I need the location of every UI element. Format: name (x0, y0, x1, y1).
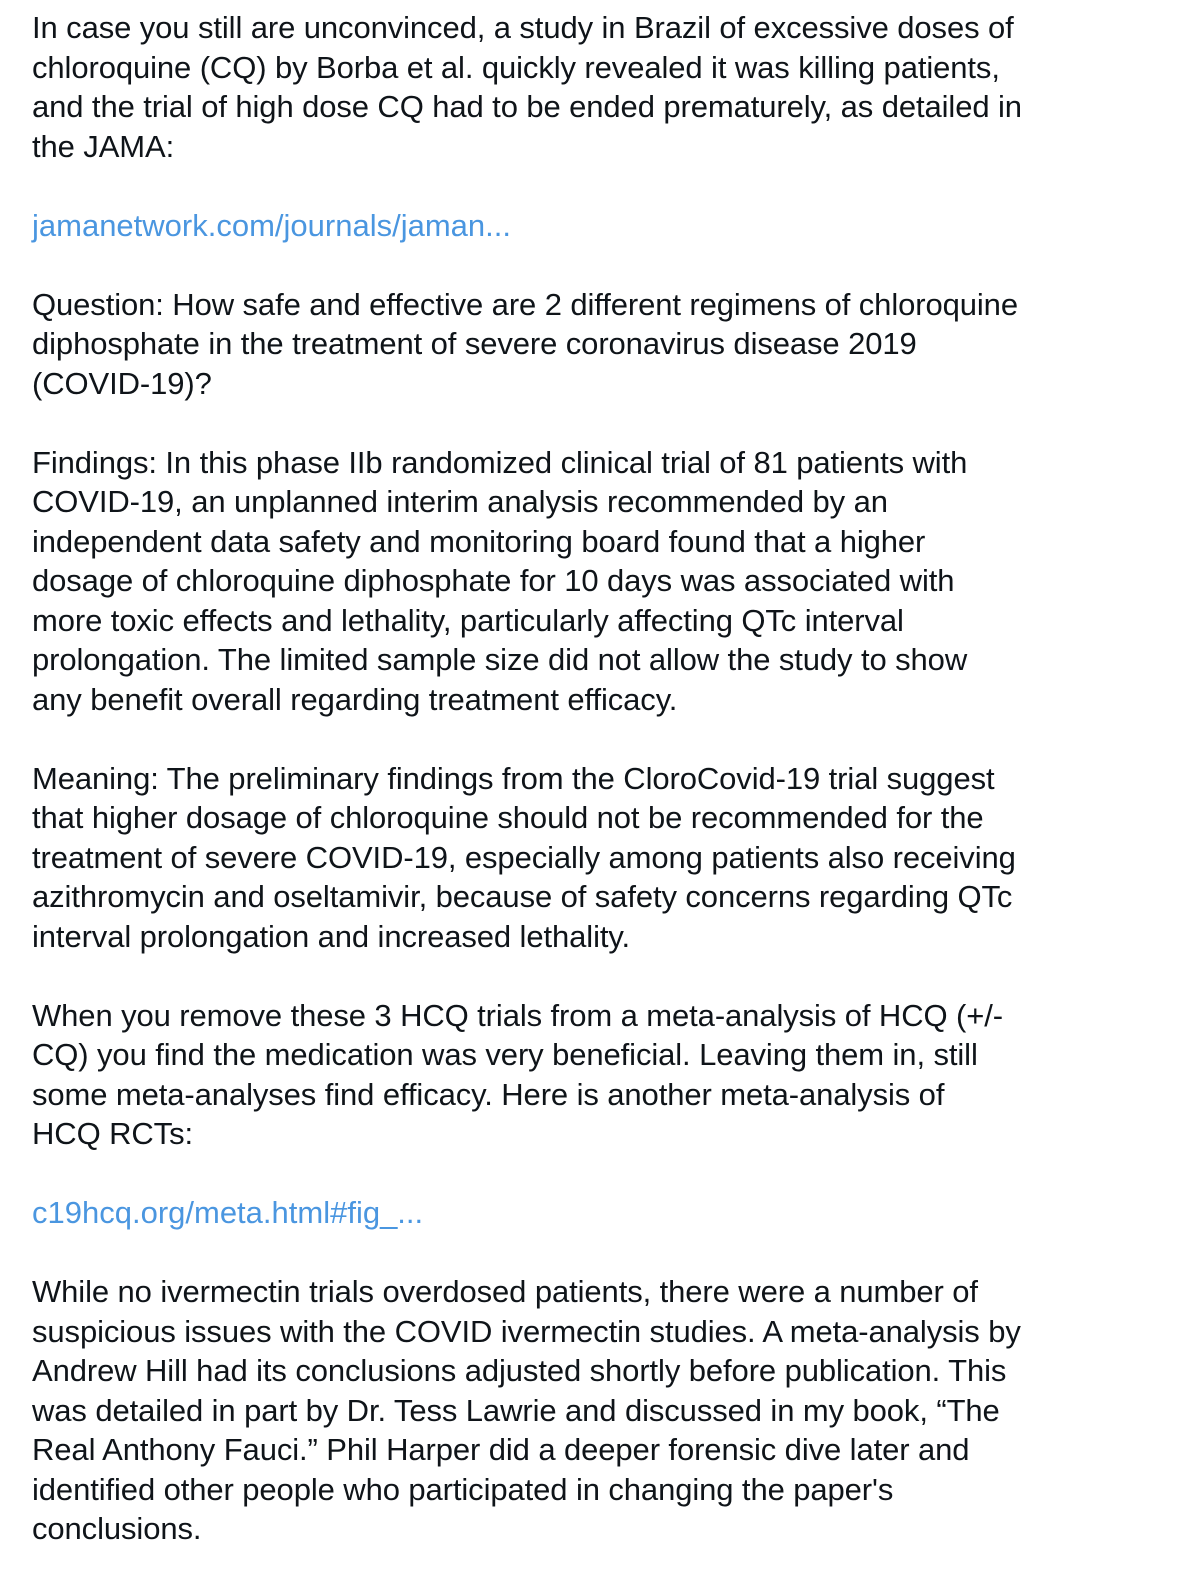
text-line: diphosphate in the treatment of severe coronavirus disease 2019 (32, 326, 917, 361)
paragraph-meta-analysis (32, 996, 1190, 1154)
text-line: Question: How safe and effective are 2 different regimens of chloroquine (32, 286, 1018, 322)
text-line: the JAMA: (32, 128, 175, 164)
text-line: conclusions. (32, 1511, 202, 1546)
text-line: COVID-19, an unplanned interim analysis recommended by an (32, 484, 888, 519)
paragraph-meaning (32, 759, 1190, 957)
text-line: In case you still are unconvinced, a study in Brazil of excessive doses of (32, 10, 1014, 45)
text-line: Real Anthony Fauci.” Phil Harper did a deeper forensic dive later and (32, 1432, 970, 1467)
paragraph-gap (32, 403, 1190, 443)
paragraph-gap (32, 1233, 1190, 1273)
link-c19hcq[interactable]: c19hcq.org/meta.html#fig_... (32, 1195, 424, 1230)
paragraph-gap (32, 245, 1190, 285)
text-line: CQ) you find the medication was very beneficial. Leaving them in, still (32, 1037, 978, 1072)
paragraph-intro (32, 8, 1190, 166)
text-line: any benefit overall regarding treatment efficacy. (32, 681, 678, 717)
text-line: suspicious issues with the COVID ivermectin studies. A meta-analysis by (32, 1313, 1021, 1349)
paragraph-ivermectin (32, 1272, 1190, 1549)
text-line: azithromycin and oseltamivir, because of safety concerns regarding QTc (32, 879, 1013, 914)
text-line: Andrew Hill had its conclusions adjusted shortly before publication. This (32, 1353, 1007, 1388)
text-line: Meaning: The preliminary findings from the CloroCovid-19 trial suggest (32, 760, 995, 796)
text-line: While no ivermectin trials overdosed patients, there were a number of (32, 1274, 978, 1309)
text-line: When you remove these 3 HCQ trials from a meta-analysis of HCQ (+/- (32, 997, 1003, 1033)
text-line: chloroquine (CQ) by Borba et al. quickly revealed it was killing patients, (32, 49, 1000, 85)
paragraph-gap (32, 166, 1190, 206)
text-line: was detailed in part by Dr. Tess Lawrie and discussed in my book, “The (32, 1392, 1000, 1428)
link-jamanetwork[interactable]: jamanetwork.com/journals/jaman... (32, 207, 511, 243)
text-line: identified other people who participated in changing the paper's (32, 1471, 894, 1507)
text-line: Findings: In this phase IIb randomized clinical trial of 81 patients with (32, 444, 968, 480)
text-line: independent data safety and monitoring board found that a higher (32, 523, 926, 559)
text-line: more toxic effects and lethality, particularly affecting QTc interval (32, 602, 904, 638)
text-line: some meta-analyses find efficacy. Here is another meta-analysis of (32, 1076, 945, 1112)
text-line: (COVID-19)? (32, 365, 212, 401)
text-line: HCQ RCTs: (32, 1116, 193, 1151)
paragraph-question (32, 285, 1190, 404)
paragraph-gap (32, 1154, 1190, 1194)
paragraph-findings (32, 443, 1190, 720)
text-line: that higher dosage of chloroquine should not be recommended for the (32, 800, 984, 835)
paragraph-gap (32, 719, 1190, 759)
text-line: dosage of chloroquine diphosphate for 10 days was associated with (32, 563, 955, 598)
text-line: and the trial of high dose CQ had to be ended prematurely, as detailed in (32, 89, 1022, 124)
text-line: prolongation. The limited sample size did not allow the study to show (32, 642, 968, 677)
paragraph-gap (32, 956, 1190, 996)
text-line: interval prolongation and increased lethality. (32, 918, 630, 954)
text-line: treatment of severe COVID-19, especially among patients also receiving (32, 839, 1016, 875)
